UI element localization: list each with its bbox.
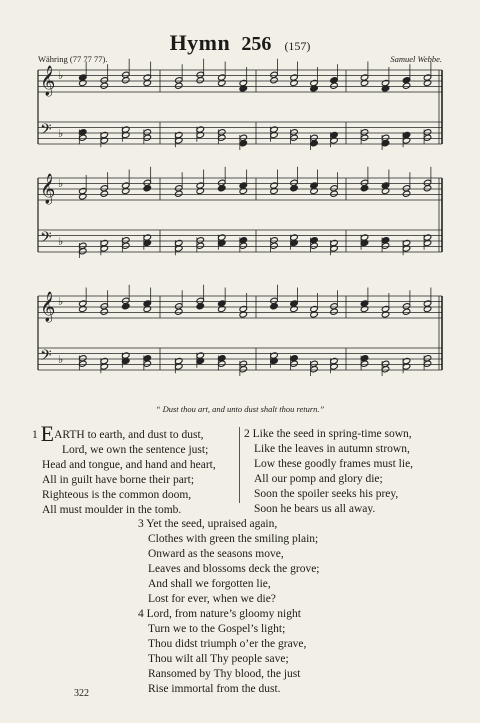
note-head: [143, 185, 151, 192]
alt-number: (157): [284, 39, 311, 53]
note-head: [360, 360, 368, 367]
note-head: [143, 305, 151, 312]
note-head: [360, 79, 368, 86]
verse-line: Lord, we own the sentence just;: [62, 444, 209, 456]
note-head: [330, 190, 338, 197]
note-head: [423, 185, 431, 192]
note-head: [360, 134, 368, 141]
note-head: [100, 190, 108, 197]
flat-sign-icon: ♭: [58, 69, 64, 82]
note-head: [218, 239, 226, 246]
verse-line: Turn we to the Gospel’s light;: [148, 623, 286, 635]
verse-line: Rise immortal from the dust.: [148, 683, 281, 695]
note-head: [381, 311, 389, 318]
note-head: [196, 303, 204, 310]
note-head: [122, 131, 130, 138]
note-head: [402, 82, 410, 89]
verse-number: 3: [138, 518, 144, 530]
note-head: [270, 357, 278, 364]
note-head: [143, 360, 151, 367]
verse-4: [138, 607, 306, 697]
verse-line: Soon the spoiler seeks his prey,: [254, 488, 399, 500]
verse-line-text: ARTH to earth, and dust to dust,: [54, 429, 204, 441]
note-head: [196, 187, 204, 194]
note-head: [423, 239, 431, 246]
treble-clef-icon: 𝄞: [40, 174, 56, 204]
note-head: [381, 140, 389, 147]
note-head: [79, 79, 87, 86]
note-head: [143, 239, 151, 246]
verse-line: And shall we forgotten lie,: [148, 578, 271, 590]
flat-sign-icon: ♭: [58, 235, 64, 248]
verse-line: Clothes with green the smiling plain;: [148, 533, 319, 545]
note-head: [239, 85, 247, 92]
note-head: [196, 242, 204, 249]
note-head: [290, 79, 298, 86]
note-head: [423, 305, 431, 312]
note-head: [381, 85, 389, 92]
flat-sign-icon: ♭: [58, 127, 64, 140]
verse-line: Thou wilt all Thy people save;: [148, 653, 289, 665]
note-head: [175, 190, 183, 197]
composer-name: Samuel Webbe.: [390, 54, 442, 64]
verse-line: All must moulder in the tomb.: [42, 504, 182, 516]
note-head: [310, 187, 318, 194]
note-head: [196, 77, 204, 84]
note-head: [239, 187, 247, 194]
flat-sign-icon: ♭: [58, 177, 64, 190]
note-head: [218, 360, 226, 367]
verse-line: Thou didst triumph o’er the grave,: [148, 638, 307, 650]
verse-line: Leaves and blossoms deck the grove;: [148, 563, 320, 575]
note-head: [290, 134, 298, 141]
note-head: [402, 245, 410, 252]
note-head: [143, 134, 151, 141]
verse-1: [32, 421, 216, 518]
verse-line: [138, 607, 306, 622]
note-head: [310, 311, 318, 318]
bass-clef-icon: 𝄢: [40, 347, 52, 368]
motto-text: “ Dust thou art, and unto dust shalt thou return.”: [155, 404, 325, 414]
column-divider: [239, 427, 240, 503]
verse-number: 1: [32, 429, 38, 441]
verse-line: [32, 421, 216, 446]
verse-line: Low these goodly frames must lie,: [254, 458, 414, 470]
note-head: [330, 82, 338, 89]
note-head: [175, 308, 183, 315]
note-head: [330, 363, 338, 370]
verse-line-text: Like the seed in spring-time sown,: [252, 428, 412, 440]
note-head: [122, 303, 130, 310]
note-head: [330, 308, 338, 315]
note-head: [270, 131, 278, 138]
note-head: [122, 187, 130, 194]
note-head: [79, 134, 87, 141]
note-head: [402, 363, 410, 370]
verse-number: 2: [244, 428, 250, 440]
note-head: [402, 190, 410, 197]
note-head: [381, 242, 389, 249]
verse-line: [138, 517, 320, 532]
note-head: [100, 82, 108, 89]
note-head: [218, 79, 226, 86]
note-head: [79, 360, 87, 367]
verse-line: Ransomed by Thy blood, the just: [148, 668, 301, 680]
note-head: [310, 85, 318, 92]
note-head: [423, 79, 431, 86]
treble-clef-icon: 𝄞: [40, 66, 56, 96]
note-head: [100, 363, 108, 370]
note-head: [218, 185, 226, 192]
note-head: [310, 366, 318, 373]
verse-line: Like the leaves in autumn strown,: [254, 443, 410, 455]
note-head: [290, 305, 298, 312]
note-head: [330, 137, 338, 144]
note-head: [270, 77, 278, 84]
note-head: [239, 366, 247, 373]
note-head: [100, 245, 108, 252]
note-head: [360, 239, 368, 246]
note-head: [330, 245, 338, 252]
note-head: [360, 185, 368, 192]
note-head: [143, 79, 151, 86]
note-head: [122, 242, 130, 249]
note-head: [196, 131, 204, 138]
verse-line: Onward as the seasons move,: [148, 548, 284, 560]
note-head: [402, 308, 410, 315]
verse-2: [244, 427, 413, 517]
note-head: [402, 137, 410, 144]
note-head: [79, 193, 87, 200]
verse-line-text: Yet the seed, upraised again,: [146, 518, 278, 530]
note-head: [239, 140, 247, 147]
drop-cap: E: [40, 421, 55, 446]
note-head: [79, 305, 87, 312]
verse-line: All in guilt have borne their part;: [42, 474, 195, 486]
note-head: [175, 245, 183, 252]
note-head: [122, 77, 130, 84]
note-head: [290, 360, 298, 367]
note-head: [381, 366, 389, 373]
bass-clef-icon: 𝄢: [40, 229, 52, 250]
page-number: 322: [74, 688, 89, 699]
verse-line: Soon he bears us all away.: [254, 503, 376, 515]
treble-clef-icon: 𝄞: [40, 292, 56, 322]
note-head: [100, 137, 108, 144]
verse-line: All our pomp and glory die;: [254, 473, 383, 485]
note-head: [196, 357, 204, 364]
note-head: [270, 187, 278, 194]
note-head: [218, 134, 226, 141]
note-head: [310, 140, 318, 147]
note-head: [239, 242, 247, 249]
note-head: [239, 311, 247, 318]
hymn-label: Hymn: [169, 30, 231, 55]
note-head: [381, 187, 389, 194]
flat-sign-icon: ♭: [58, 295, 64, 308]
note-head: [122, 357, 130, 364]
tune-name: Währing (77 77 77).: [38, 54, 108, 64]
bass-clef-icon: 𝄢: [40, 121, 52, 142]
note-head: [290, 185, 298, 192]
verse-line: [244, 427, 413, 442]
note-head: [423, 360, 431, 367]
note-head: [310, 242, 318, 249]
note-head: [100, 308, 108, 315]
note-head: [79, 248, 87, 255]
verse-line: Head and tongue, and hand and heart,: [42, 459, 216, 471]
note-head: [218, 305, 226, 312]
hymn-number: 256: [241, 33, 272, 55]
note-head: [175, 82, 183, 89]
note-head: [360, 305, 368, 312]
note-head: [270, 303, 278, 310]
verse-3: [138, 517, 320, 607]
note-head: [270, 242, 278, 249]
note-head: [290, 239, 298, 246]
flat-sign-icon: ♭: [58, 353, 64, 366]
note-head: [175, 363, 183, 370]
verse-line: Righteous is the common doom,: [42, 489, 192, 501]
verse-line-text: Lord, from nature’s gloomy night: [146, 608, 301, 620]
note-head: [175, 137, 183, 144]
note-head: [423, 134, 431, 141]
verse-line: Lost for ever, when we die?: [148, 593, 276, 605]
verse-number: 4: [138, 608, 144, 620]
